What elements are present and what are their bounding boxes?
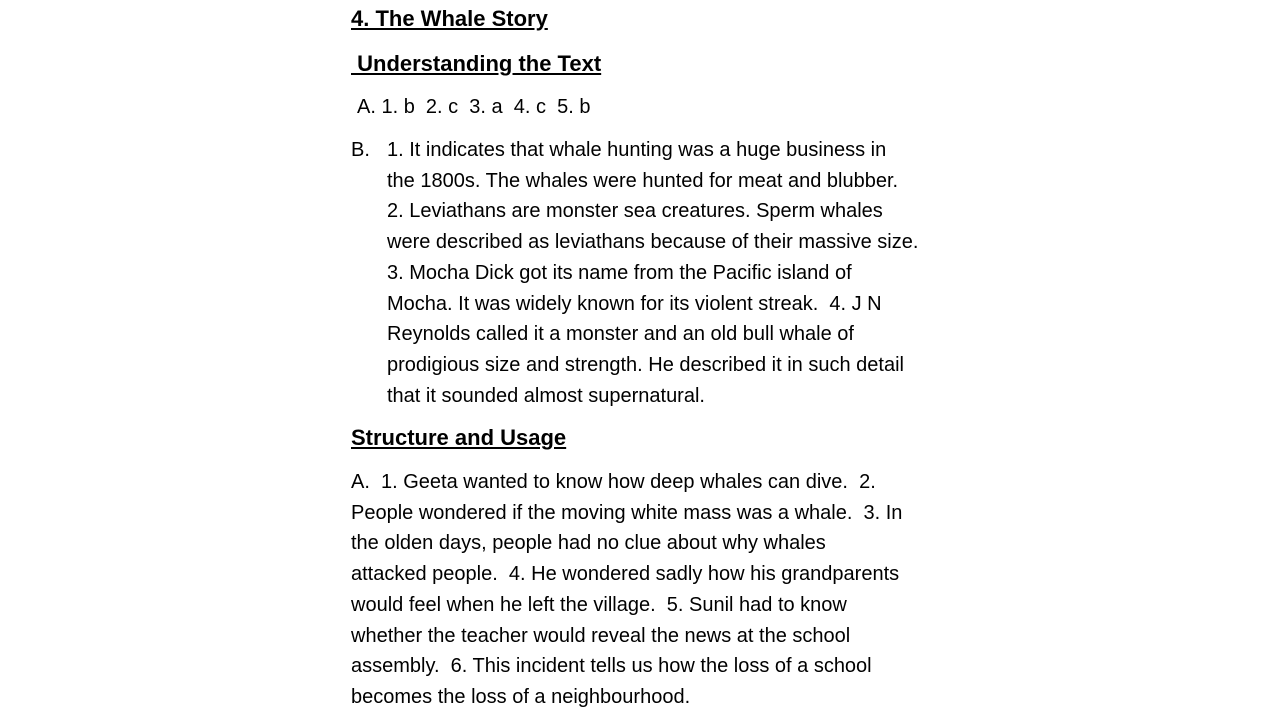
section-b-line: that it sounded almost supernatural.: [387, 384, 705, 407]
section-b-line: 2. Leviathans are monster sea creatures. Sperm whales: [387, 200, 883, 223]
structure-a-line: would feel when he left the village. 5. Sunil had to know: [351, 593, 847, 616]
structure-a-line: A. 1. Geeta wanted to know how deep whales can dive. 2.: [351, 471, 876, 493]
section-b-line: 3. Mocha Dick got its name from the Pacific island of: [387, 261, 852, 284]
structure-a-line: becomes the loss of a neighbourhood.: [351, 685, 691, 708]
structure-a-line: assembly. 6. This incident tells us how the loss of a school: [351, 655, 872, 678]
structure-heading: Structure and Usage: [351, 425, 567, 450]
section-b-line: prodigious size and strength. He described it in such detail: [387, 353, 904, 376]
section-b-line: were described as leviathans because of their massive size.: [387, 231, 919, 254]
structure-a-line: attacked people. 4. He wondered sadly how his grandparents: [351, 563, 900, 586]
structure-a-line: whether the teacher would reveal the news at the school: [351, 624, 851, 647]
understanding-section-b: [351, 135, 963, 411]
section-b-body: [387, 135, 963, 411]
structure-section-a: [351, 467, 963, 713]
section-b-line: the 1800s. The whales were hunted for meat and blubber.: [387, 169, 899, 192]
structure-a-line: People wondered if the moving white mass was a whale. 3. In: [351, 501, 903, 524]
page-title: 4. The Whale Story: [351, 6, 548, 31]
section-b-label: B.: [351, 139, 370, 161]
section-b-line: 1. It indicates that whale hunting was a huge business in: [387, 139, 887, 161]
section-b-line: Mocha. It was widely known for its violent streak. 4. J N: [387, 292, 882, 315]
section-b-line: Reynolds called it a monster and an old bull whale of: [387, 323, 854, 346]
understanding-section-a: A. 1. b 2. c 3. a 4. c 5. b: [357, 96, 591, 118]
understanding-heading: Understanding the Text: [351, 51, 602, 76]
structure-a-line: the olden days, people had no clue about why whales: [351, 532, 826, 555]
